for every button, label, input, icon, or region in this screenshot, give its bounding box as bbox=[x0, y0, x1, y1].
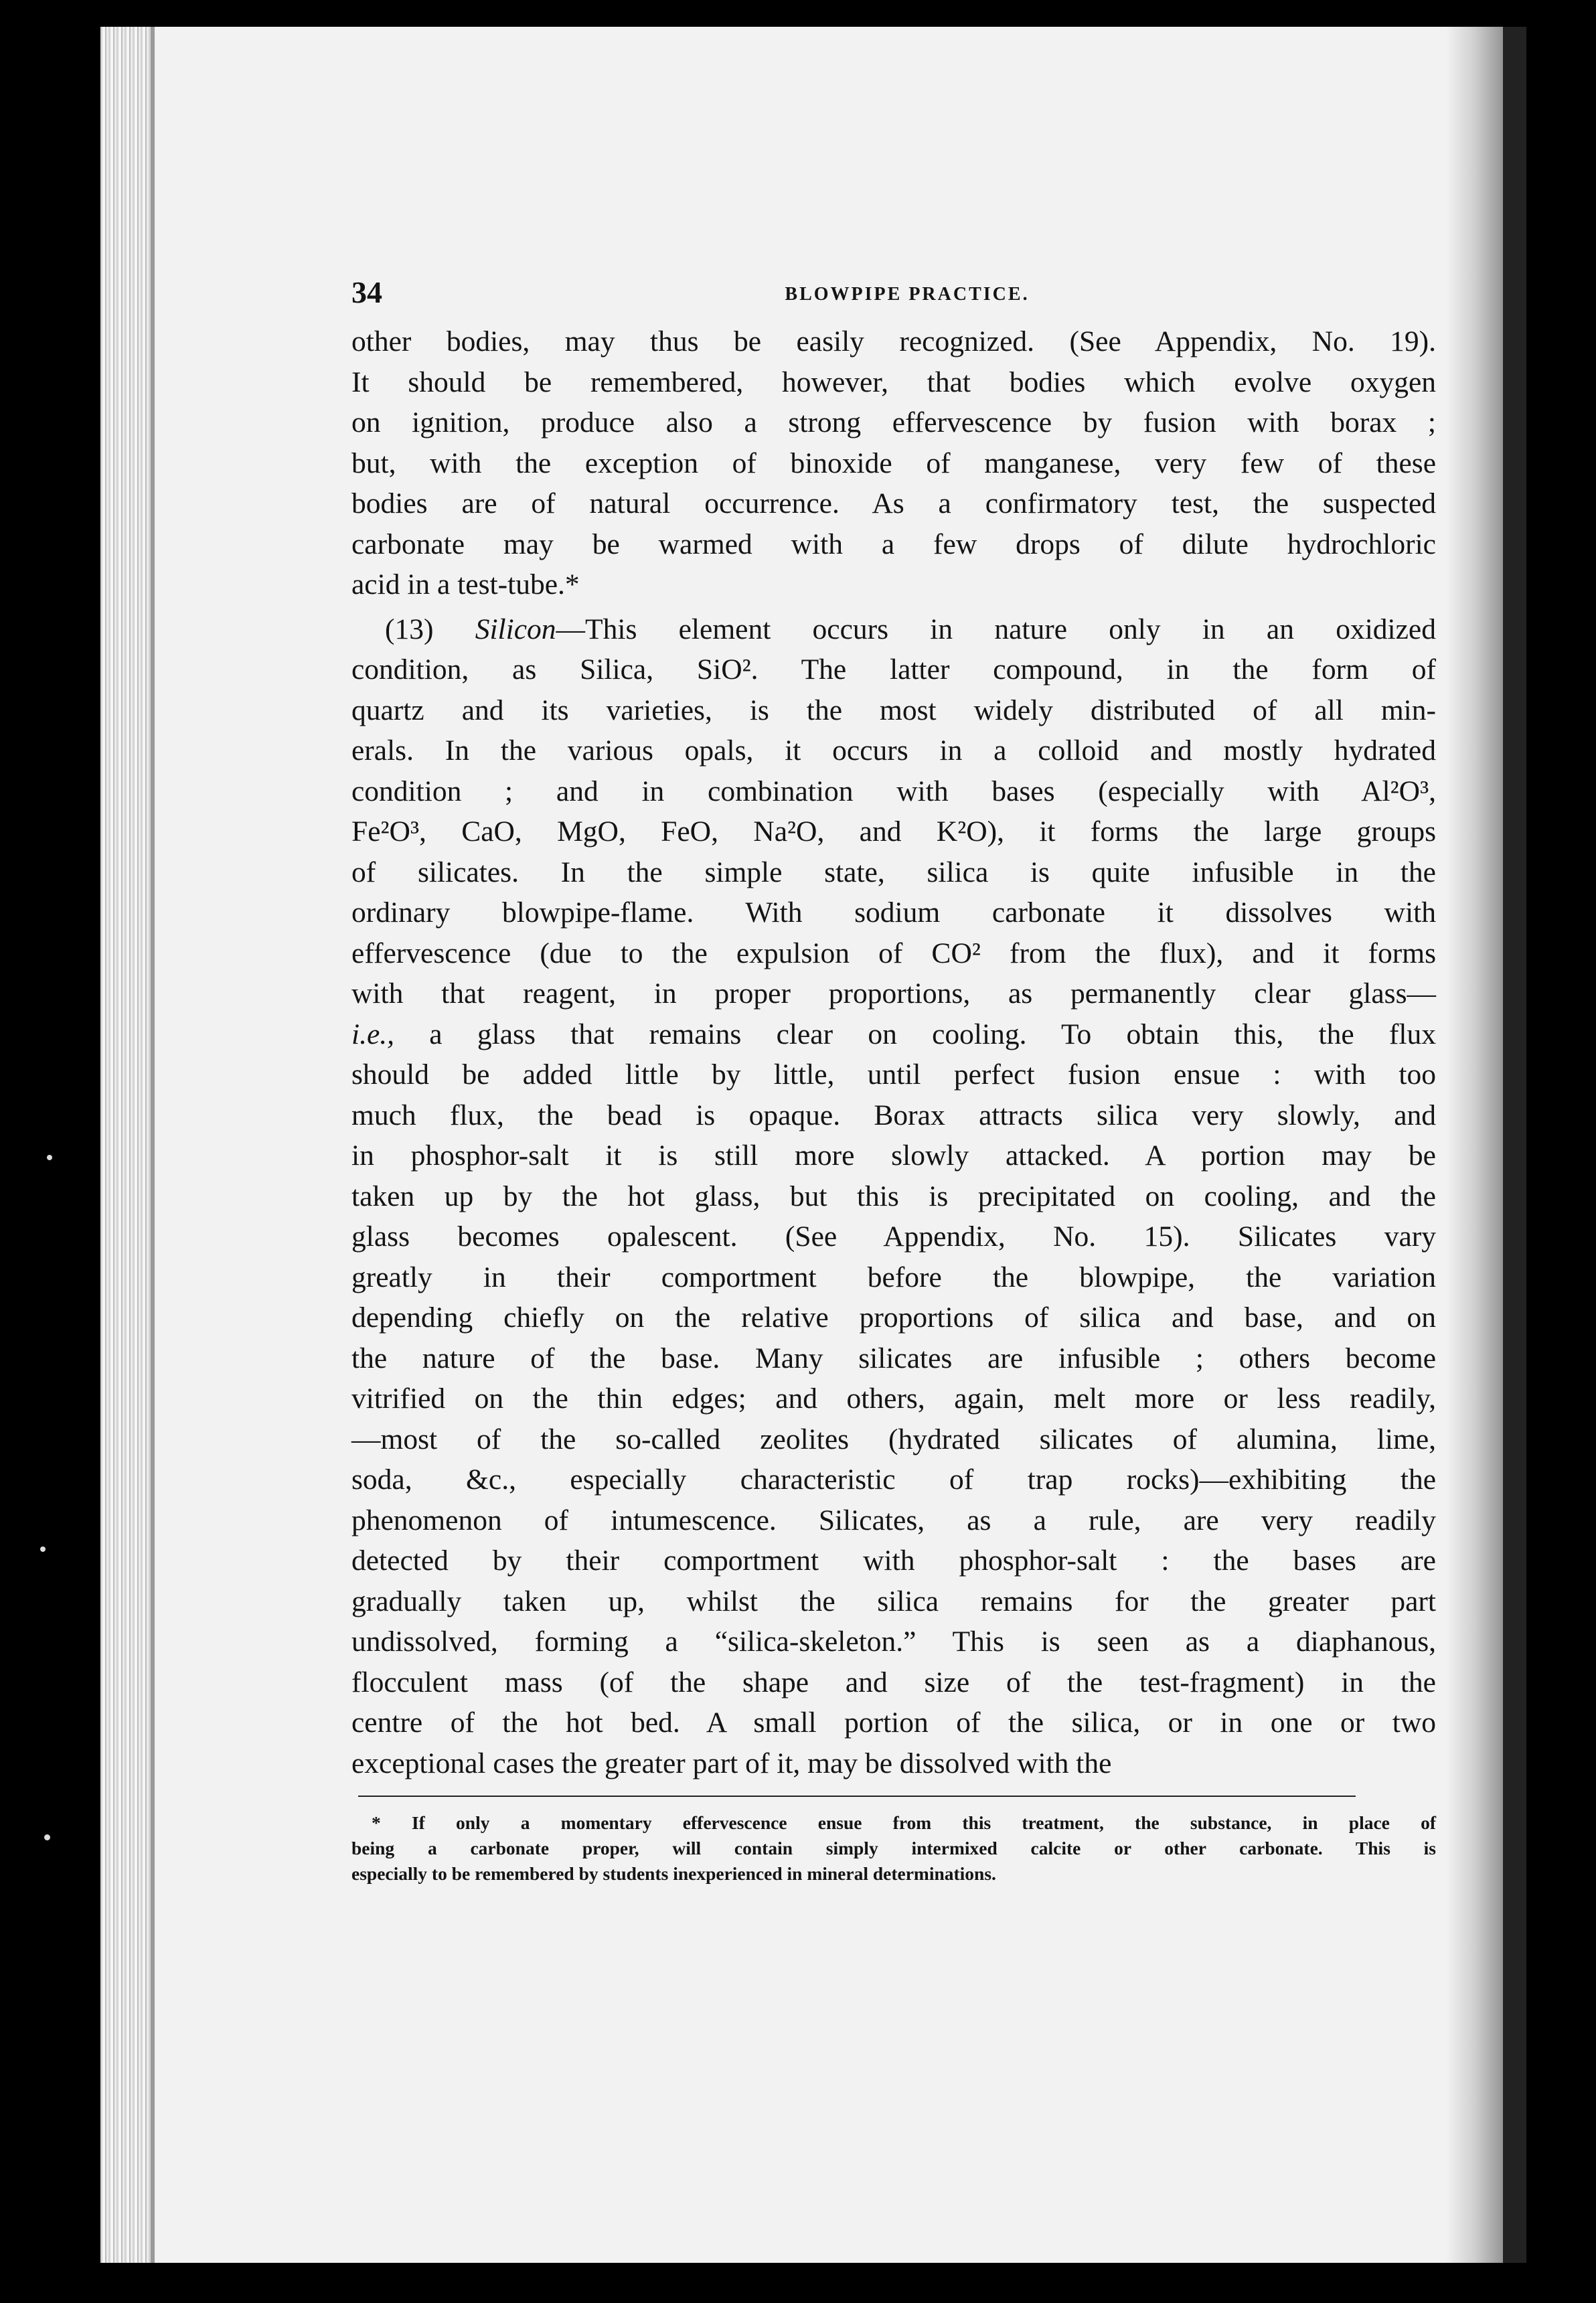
text-line: detected by their comportment with phosphor-salt : the bases are bbox=[351, 1544, 1436, 1577]
text-line: should be added little by little, until perfect fusion ensue : with too bbox=[351, 1058, 1436, 1091]
text-line: ordinary blowpipe-flame. With sodium carbonate it dissolves with bbox=[351, 896, 1436, 929]
page-number: 34 bbox=[351, 275, 382, 309]
scan-speck bbox=[44, 1834, 50, 1840]
text-line: quartz and its varieties, is the most widely distributed of all min- bbox=[351, 694, 1436, 726]
text-line: in phosphor-salt it is still more slowly attacked. A portion may be bbox=[351, 1139, 1436, 1172]
text-line: the nature of the base. Many silicates are infusible ; others become bbox=[351, 1342, 1436, 1374]
text-line: vitrified on the thin edges; and others, again, melt more or less readily, bbox=[351, 1382, 1436, 1415]
paragraph-2 bbox=[351, 609, 1436, 1784]
running-title: BLOWPIPE PRACTICE. bbox=[785, 284, 1030, 305]
text-line: but, with the exception of binoxide of manganese, very few of these bbox=[351, 447, 1436, 479]
text-line: —most of the so-called zeolites (hydrated silicates of alumina, lime, bbox=[351, 1423, 1436, 1455]
text-line: (13) Silicon—This element occurs in nature only in an oxidized bbox=[385, 613, 1436, 645]
text-line: of silicates. In the simple state, silica is quite infusible in the bbox=[351, 856, 1436, 888]
text-line: condition, as Silica, SiO². The latter compound, in the form of bbox=[351, 653, 1436, 686]
text-line: Fe²O³, CaO, MgO, FeO, Na²O, and K²O), it forms the large groups bbox=[351, 815, 1436, 848]
text-line: especially to be remembered by students inexperienced in mineral determinations. bbox=[351, 1863, 996, 1884]
text-line: phenomenon of intumescence. Silicates, as a rule, are very readily bbox=[351, 1504, 1436, 1536]
text-line: being a carbonate proper, will contain simply intermixed calcite or other carbonate. This is bbox=[351, 1838, 1436, 1858]
text-line: centre of the hot bed. A small portion of the silica, or in one or two bbox=[351, 1706, 1436, 1739]
footnote-rule bbox=[358, 1796, 1356, 1797]
text-line: condition ; and in combination with bases (especially with Al²O³, bbox=[351, 775, 1436, 807]
text-line: flocculent mass (of the shape and size of the test-fragment) in the bbox=[351, 1666, 1436, 1698]
paragraph-1 bbox=[351, 321, 1436, 605]
text-line: i.e., a glass that remains clear on cooling. To obtain this, the flux bbox=[351, 1018, 1436, 1050]
text-line: with that reagent, in proper proportions, as permanently clear glass— bbox=[351, 977, 1436, 1010]
text-line: erals. In the various opals, it occurs in a colloid and mostly hydrated bbox=[351, 734, 1436, 767]
text-line: undissolved, forming a “silica-skeleton.” This is seen as a diaphanous, bbox=[351, 1625, 1436, 1658]
text-line: bodies are of natural occurrence. As a confirmatory test, the suspected bbox=[351, 487, 1436, 520]
footnote bbox=[351, 1810, 1436, 1887]
text-line: soda, &c., especially characteristic of trap rocks)—exhibiting the bbox=[351, 1463, 1436, 1496]
text-line: on ignition, produce also a strong effervescence by fusion with borax ; bbox=[351, 406, 1436, 439]
text-line: acid in a test-tube.* bbox=[351, 568, 580, 601]
text-line: greatly in their comportment before the blowpipe, the variation bbox=[351, 1261, 1436, 1293]
page-gutter bbox=[1503, 27, 1526, 2263]
text-line: exceptional cases the greater part of it, may be dissolved with the bbox=[351, 1747, 1112, 1779]
text-block bbox=[351, 274, 1436, 1887]
text-line: much flux, the bead is opaque. Borax attracts silica very slowly, and bbox=[351, 1099, 1436, 1131]
text-line: other bodies, may thus be easily recognized. (See Appendix, No. 19). bbox=[351, 325, 1436, 358]
running-head bbox=[351, 274, 1436, 321]
scan-speck bbox=[40, 1546, 46, 1552]
text-line: depending chiefly on the relative proportions of silica and base, and on bbox=[351, 1301, 1436, 1334]
scan-speck bbox=[47, 1155, 52, 1160]
text-line: glass becomes opalescent. (See Appendix, No. 15). Silicates vary bbox=[351, 1220, 1436, 1253]
body-text bbox=[351, 321, 1436, 1783]
page-edges bbox=[100, 27, 151, 2263]
text-line: carbonate may be warmed with a few drops of dilute hydrochloric bbox=[351, 528, 1436, 560]
text-line: * If only a momentary effervescence ensue from this treatment, the substance, in place of bbox=[372, 1812, 1436, 1833]
text-line: taken up by the hot glass, but this is precipitated on cooling, and the bbox=[351, 1180, 1436, 1212]
text-line: effervescence (due to the expulsion of CO² from the flux), and it forms bbox=[351, 937, 1436, 969]
text-line: It should be remembered, however, that bodies which evolve oxygen bbox=[351, 366, 1436, 398]
text-line: gradually taken up, whilst the silica remains for the greater part bbox=[351, 1585, 1436, 1617]
